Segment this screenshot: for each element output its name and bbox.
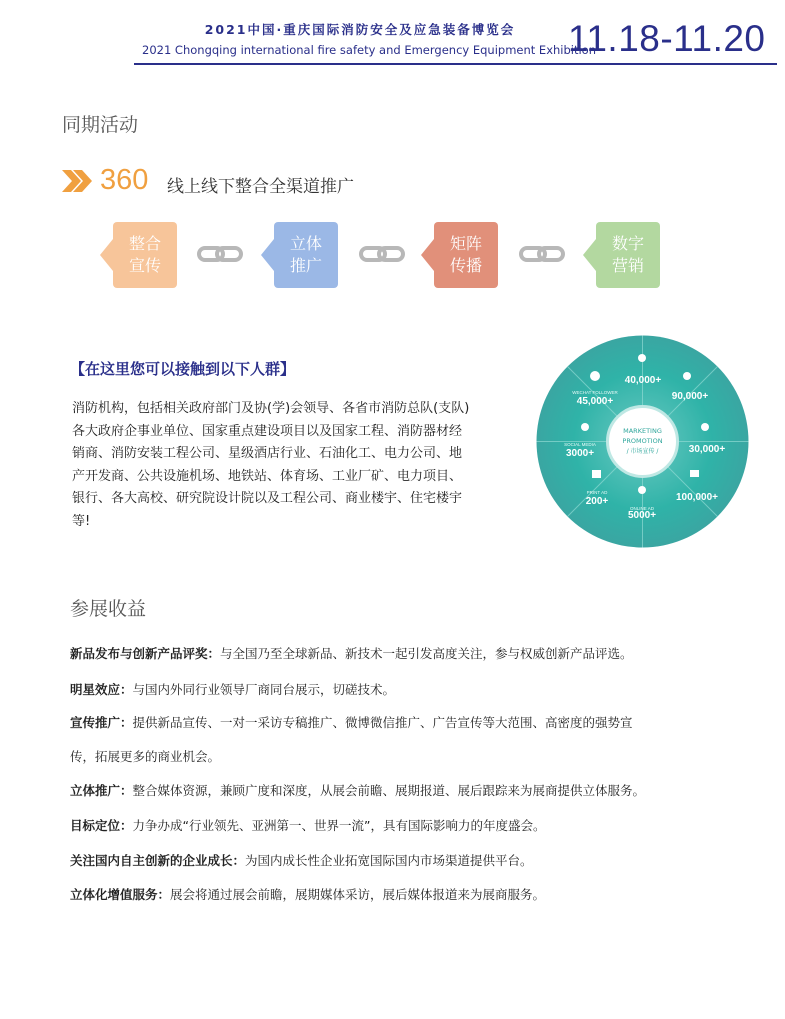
header-title-cn: 2021中国·重庆国际消防安全及应急装备博览会 — [204, 22, 516, 37]
wheel-seg-label: WECHAT FOLLOWER — [572, 390, 618, 395]
wheel-seg-number: 40,000+ — [624, 375, 662, 386]
benefit-text: 整合媒体资源，兼顾广度和深度，从展会前瞻、展期报道、展后跟踪来为展商提供立体服务。 — [132, 783, 646, 798]
benefit-label: 宣传推广： — [70, 715, 133, 730]
section-title-benefits: 参展收益 — [70, 598, 147, 620]
box-arrow — [261, 239, 274, 271]
print-icon — [592, 470, 601, 478]
benefit-label: 立体推广： — [70, 783, 133, 798]
benefit-item — [70, 781, 645, 799]
benefit-label: 立体化增值服务： — [70, 887, 171, 902]
chain-link-icon — [359, 244, 405, 264]
mail-icon — [690, 470, 699, 477]
header-divider — [134, 63, 777, 65]
promo-box-3d: 立体推广 — [274, 222, 338, 288]
benefit-item — [70, 816, 545, 834]
chat-icon — [683, 372, 691, 380]
benefit-text: 与国内外同行业领导厂商同台展示，切磋技术。 — [132, 682, 396, 697]
benefit-label: 新品发布与创新产品评奖： — [70, 646, 221, 661]
benefit-text: 展会将通过展会前瞻，展期媒体采访，展后媒体报道来为展商服务。 — [170, 887, 546, 902]
box-arrow — [100, 239, 113, 271]
wheel-center-en-1: MARKETING — [623, 427, 662, 435]
wheel-seg-number: 200+ — [585, 496, 609, 507]
wheel-seg-number: 100,000+ — [676, 492, 718, 503]
marketing-promotion-wheel — [535, 334, 750, 549]
cloud-ad-icon — [638, 486, 646, 494]
promo-box-integrated: 整合宣传 — [113, 222, 177, 288]
wheel-seg-label: PRINT AD — [586, 490, 608, 495]
benefit-label: 目标定位： — [70, 818, 133, 833]
exhibition-dates: 11.18-11.20 — [568, 18, 766, 59]
chain-link-icon — [197, 244, 243, 264]
benefit-item — [70, 644, 633, 662]
benefit-item — [70, 851, 533, 869]
benefit-text: 为国内成长性企业拓宽国际国内市场渠道提供平台。 — [245, 853, 533, 868]
benefit-text: 传，拓展更多的商业机会。 — [70, 749, 221, 764]
wheel-seg-label: SOCIAL MEDIA — [564, 442, 596, 447]
benefit-text: 提供新品宣传、一对一采访专稿推广、微博微信推广、广告宣传等大范围、高密度的强势宣 — [132, 715, 633, 730]
wheel-seg-number: 30,000+ — [688, 444, 726, 455]
benefit-item — [70, 680, 395, 698]
header-title-en: 2021 Chongqing international fire safety and Emergency Equipment Exhibition — [142, 43, 597, 57]
benefit-item — [70, 713, 633, 731]
benefit-text: 与全国乃至全球新品、新技术一起引发高度关注，参与权威创新产品评选。 — [220, 646, 633, 661]
double-chevron-icon — [62, 170, 92, 192]
wheel-seg-label: ONLINE AD — [629, 506, 655, 511]
promo-box-digital: 数字营销 — [596, 222, 660, 288]
box-arrow — [583, 239, 596, 271]
broadcast-icon — [638, 354, 646, 362]
benefit-item — [70, 885, 545, 903]
audience-paragraph: 消防机构，包括相关政府部门及协(学)会领导、各省市消防总队(支队)各大政府企事业单位、国家重点建设项目以及国家工程、消防器材经销商、消防安装工程公司、星级酒店行业、石油化工、电力公司、地产开发商、公共设施机场、地铁站、体育场、工业厂矿、电力项目、银行、各大高校、研究院设计院以及工程公司、商业楼宇、住宅楼宇等! — [72, 401, 470, 529]
benefit-item-continued — [70, 747, 220, 765]
wechat-icon — [590, 371, 600, 381]
wheel-center-cn: / 市场宣传 / — [626, 448, 659, 455]
promo-box-matrix: 矩阵传播 — [434, 222, 498, 288]
chain-link-icon — [519, 244, 565, 264]
promo-text: 线上线下整合全渠道推广 — [167, 177, 354, 197]
benefit-label: 关注国内自主创新的企业成长： — [70, 853, 246, 868]
benefit-label: 明星效应： — [70, 682, 133, 697]
at-icon — [581, 423, 589, 431]
wheel-seg-number: 90,000+ — [671, 391, 709, 402]
wheel-seg-number: 5000+ — [627, 510, 657, 521]
box-arrow — [421, 239, 434, 271]
section-title-activities: 同期活动 — [62, 114, 139, 136]
wheel-seg-number: 45,000+ — [576, 396, 614, 407]
rss-icon — [701, 423, 709, 431]
benefit-text: 力争办成“行业领先、亚洲第一、世界一流”，具有国际影响力的年度盛会。 — [132, 818, 546, 833]
wheel-center-en-2: PROMOTION — [622, 437, 663, 445]
promo-number: 360 — [100, 164, 149, 196]
audience-heading: 【在这里您可以接触到以下人群】 — [70, 360, 296, 378]
wheel-seg-number: 3000+ — [565, 448, 595, 459]
